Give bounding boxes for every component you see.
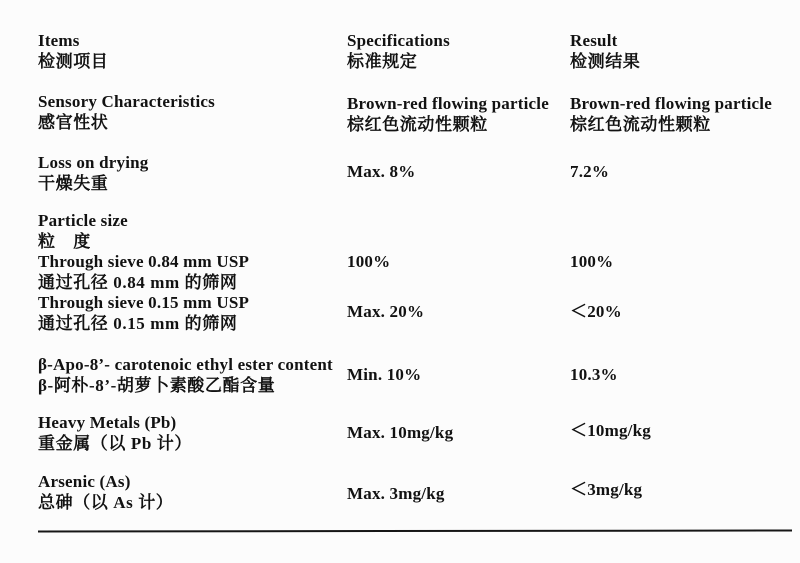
header-result [570,31,798,72]
bottom-rule [38,529,792,532]
item-name-zh: 重金属（以 Pb 计） [38,433,192,453]
result-cell [570,162,798,183]
result-cell [570,480,798,501]
spec-cell [347,252,565,273]
header-items [38,31,346,72]
result-value: ＜10mg/kg [570,421,651,440]
item-name-zh: 干燥失重 [38,173,109,193]
result-value: 7.2% [570,162,610,181]
item-name-zh: 总砷（以 As 计） [38,492,174,512]
header-result-zh: 检测结果 [570,51,641,71]
item-cell [38,211,346,252]
result-value-en: Brown-red flowing particle [570,94,772,113]
header-specifications [347,31,565,72]
item-name-zh: β-阿朴-8’-胡萝卜素酸乙酯含量 [38,375,276,395]
header-items-zh: 检测项目 [38,51,109,71]
spec-value: Min. 10% [347,365,422,384]
result-cell [570,94,798,135]
item-cell [38,472,346,513]
item-name-en: Particle size [38,211,128,230]
spec-value: Max. 8% [347,162,416,181]
result-cell [570,365,798,386]
item-cell [38,413,346,454]
item-cell [38,252,346,293]
spec-cell [347,423,565,444]
item-name-zh: 通过孔径 0.15 mm 的筛网 [38,313,238,333]
spec-cell [347,94,565,135]
item-name-zh: 粒 度 [38,231,91,251]
item-name-en: Heavy Metals (Pb) [38,413,177,432]
item-name-en: Arsenic (As) [38,472,131,491]
item-cell [38,153,346,194]
spec-cell [347,365,565,386]
item-name-zh: 感官性状 [38,112,109,132]
item-cell [38,92,346,133]
spec-value: 100% [347,252,391,271]
result-cell [570,421,798,442]
item-name-zh: 通过孔径 0.84 mm 的筛网 [38,272,238,292]
spec-value: Max. 3mg/kg [347,484,445,503]
item-name-en: Sensory Characteristics [38,92,215,111]
header-specifications-zh: 标准规定 [347,51,418,71]
result-cell [570,252,798,273]
item-name-en: Loss on drying [38,153,149,172]
result-value: 100% [570,252,614,271]
result-cell [570,302,798,323]
spec-cell [347,302,565,323]
result-value-zh: 棕红色流动性颗粒 [570,114,711,134]
header-result-en: Result [570,31,618,50]
item-cell [38,355,346,396]
spec-value: Max. 10mg/kg [347,423,454,442]
spec-cell [347,484,565,505]
result-value: ＜3mg/kg [570,480,643,499]
header-items-en: Items [38,31,80,50]
header-specifications-en: Specifications [347,31,450,50]
spec-value: Max. 20% [347,302,425,321]
item-cell [38,293,346,334]
item-name-en: Through sieve 0.84 mm USP [38,252,250,271]
spec-value-zh: 棕红色流动性颗粒 [347,114,488,134]
spec-cell [347,162,565,183]
result-value: 10.3% [570,365,618,384]
spec-value-en: Brown-red flowing particle [347,94,549,113]
item-name-en: β-Apo-8’- carotenoic ethyl ester content [38,355,333,374]
item-name-en: Through sieve 0.15 mm USP [38,293,250,312]
result-value: ＜20% [570,302,622,321]
